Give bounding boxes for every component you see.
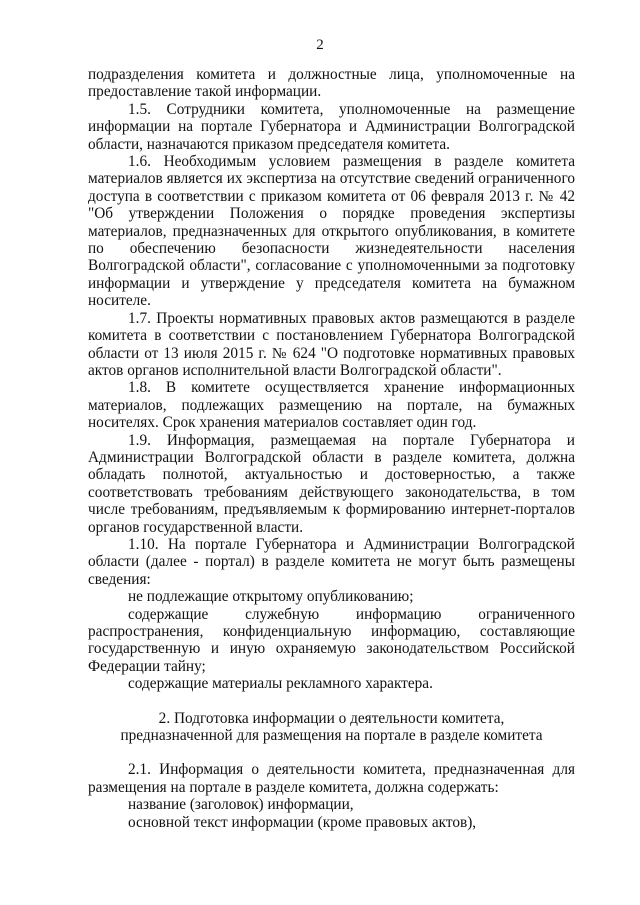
paragraph-2-1: 2.1. Информация о деятельности комитета, предназначенная для размещения на портале в разделе комитета, должна содержать: (88, 761, 575, 796)
paragraph-1-5: 1.5. Сотрудники комитета, уполномоченные на размещение информации на портале Губернатора и Администрации Волгоградской области, назначаются приказом председателя комитета. (88, 100, 575, 153)
list-item: основной текст информации (кроме правовых актов), (128, 813, 477, 831)
paragraph-continuation: подразделения комитета и должностные лица, уполномоченные на предоставление такой информации. (88, 66, 575, 101)
section-heading (88, 710, 575, 745)
list-item: название (заголовок) информации, (128, 796, 354, 814)
list-item: не подлежащие открытому опубликованию; (128, 588, 414, 606)
paragraph-1-9: 1.9. Информация, размещаемая на портале Губернатора и Администрации Волгоградской области в разделе комитета, должна обладать полнотой, актуальностью и достоверностью, а также соответствовать требованиям действующего законодательства, в том числе требованиям, предъявляемым к формированию интернет-порталов органов государственной власти. (88, 431, 575, 536)
paragraph-1-7: 1.7. Проекты нормативных правовых актов размещаются в разделе комитета в соответствии с постановлением Губернатора Волгоградской области от 13 июля 2015 г. № 624 "О подготовке нормативных правовых актов органов исполнительной власти Волгоградской области". (88, 309, 575, 379)
paragraph-1-6: 1.6. Необходимым условием размещения в разделе комитета материалов является их экспертиза на отсутствие сведений ограниченного доступа в соответствии с приказом комитета от 06 февраля 2013 г. № 42 "Об утверждении Положения о порядке проведения экспертизы материалов, предназначенных для открытого опубликования, в комитете по обеспечению безопасности жизнедеятельности населения Волгоградской области", согласование с уполномоченными за подготовку информации и утверждение у председателя комитета на бумажном носителе. (88, 153, 575, 310)
section-heading-line: предназначенной для размещения на портале в разделе комитета (120, 727, 543, 745)
document-body (88, 66, 575, 831)
list-item: содержащие материалы рекламного характера. (128, 675, 433, 693)
page-number: 2 (316, 37, 324, 53)
paragraph-1-8: 1.8. В комитете осуществляется хранение информационных материалов, подлежащих размещению на портале, на бумажных носителях. Срок хранения материалов составляет один год. (88, 379, 575, 432)
paragraph-1-10: 1.10. На портале Губернатора и Администрации Волгоградской области (далее - портал) в разделе комитета не могут быть размещены сведения: (88, 535, 575, 588)
list-item: содержащие служебную информацию ограниченного распространения, конфиденциальную информацию, составляющие государственную и иную охраняемую законодательством Российской Федерации тайну; (88, 605, 575, 675)
section-heading-line: 2. Подготовка информации о деятельности комитета, (158, 709, 505, 727)
